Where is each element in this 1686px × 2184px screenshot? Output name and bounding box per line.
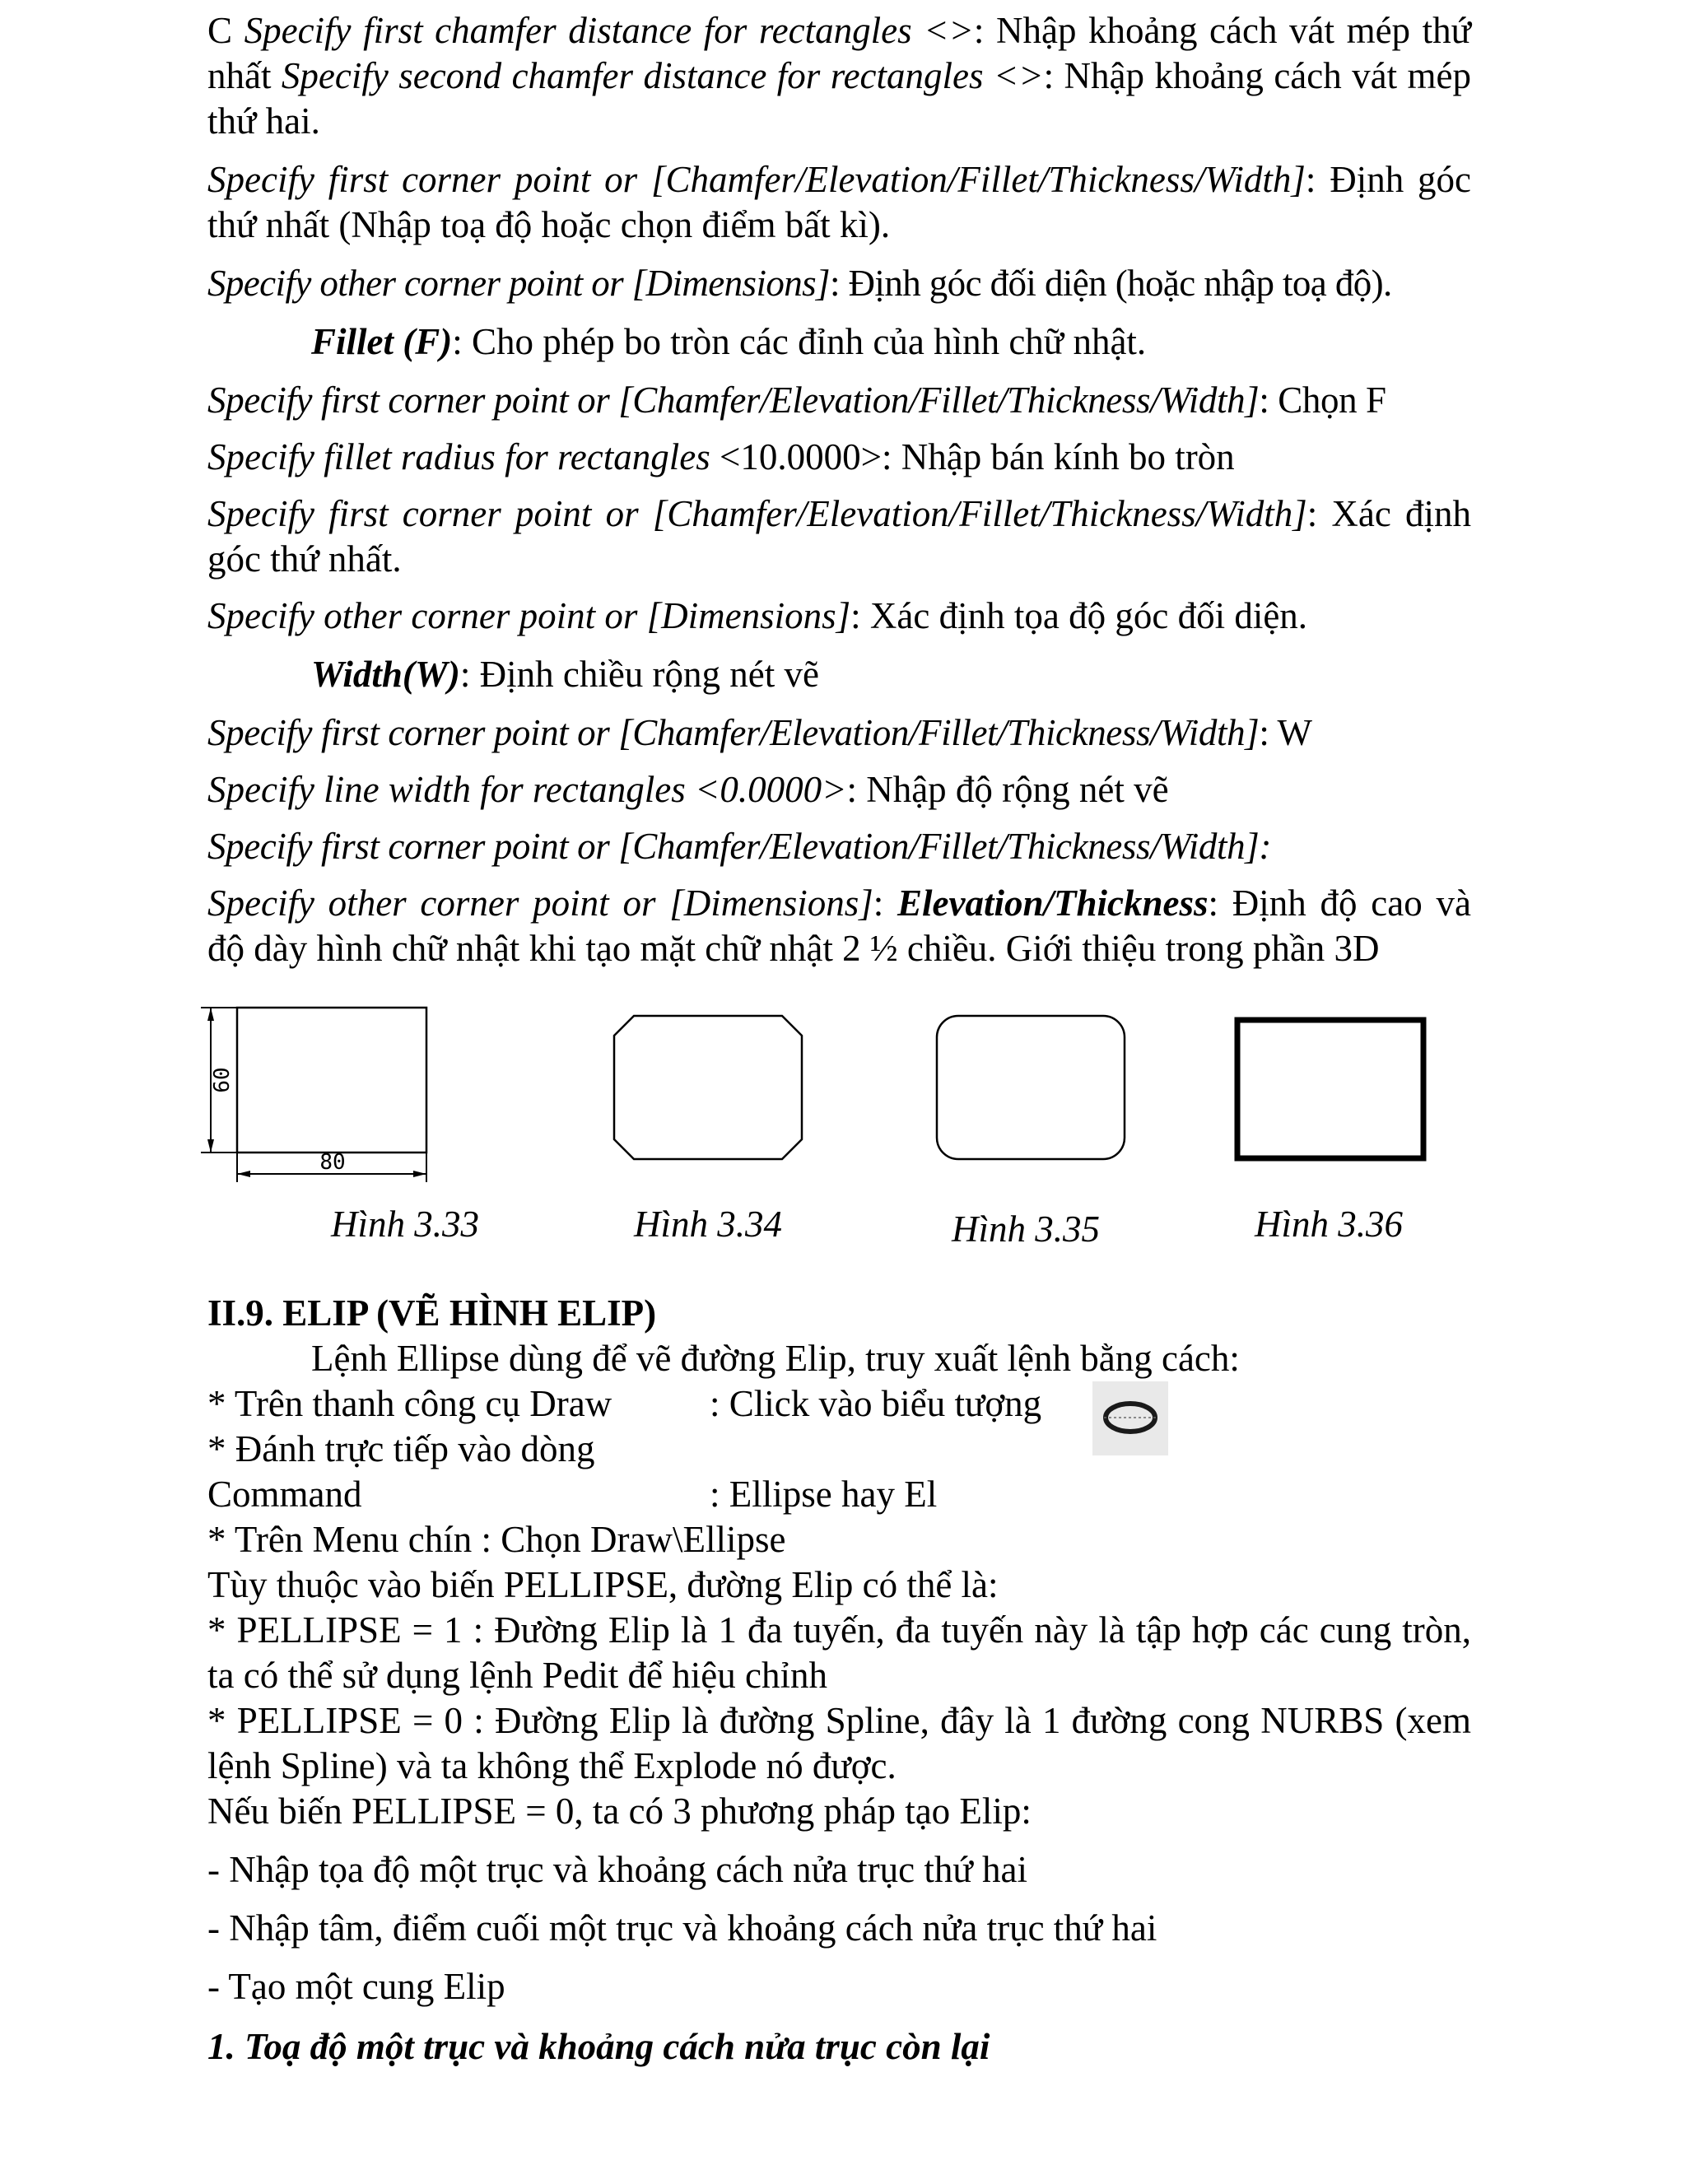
fillet-line-1-prompt: Specify first corner point or [Chamfer/Elevation/Fillet/Thickness/Width] (207, 380, 1260, 421)
width-line-3-prompt: Specify first corner point or [Chamfer/Elevation/Fillet/Thickness/Width]: (207, 826, 1271, 867)
fillet-line-2-text: <10.0000>: Nhập bán kính bo tròn (719, 436, 1235, 477)
access-command-text: : Ellipse hay El (710, 1474, 938, 1515)
chamfer-text-1: : Nhập khoảng cách vát mép thứ nhất (207, 10, 1472, 96)
width-line-1 (207, 710, 1471, 756)
width-line-4-text: : Định độ cao và độ dày hình chữ nhật khi tạo mặt chữ nhật 2 ½ chiều. Giới thiệu trong phần 3D (207, 882, 1471, 969)
fillet-line-3-text: : Xác định góc thứ nhất. (207, 493, 1472, 580)
fillet-label: Fillet (F) (311, 321, 453, 362)
page-content (207, 8, 1471, 2070)
ellipse-intro: Lệnh Ellipse dùng để vẽ đường Elip, truy xuất lệnh bằng cách: (311, 1338, 1240, 1379)
width-option (207, 652, 1471, 697)
figure-3-35 (934, 1014, 1131, 1162)
first-corner-text: : Định góc thứ nhất (Nhập toạ độ hoặc chọn điểm bất kì). (207, 159, 1471, 245)
fillet-line-2-prompt: Specify fillet radius for rectangles (207, 436, 720, 477)
caption-3-36: Hình 3.36 (1255, 1204, 1403, 1245)
access-toolbar (207, 1381, 1471, 1427)
caption-3-35: Hình 3.35 (952, 1208, 1100, 1250)
fillet-line-4 (207, 594, 1471, 639)
fillet-line-4-text: : Xác định tọa độ góc đối diện. (850, 595, 1308, 636)
pellipse-depends: Tùy thuộc vào biến PELLIPSE, đường Elip có thể là: (207, 1564, 999, 1605)
other-corner-text: : Định góc đối diện (hoặc nhập toạ độ). (829, 263, 1392, 304)
rectangle-figures (207, 999, 1471, 1271)
dimension-width-label: 80 (319, 1150, 346, 1175)
width-line-1-prompt: Specify first corner point or [Chamfer/Elevation/Fillet/Thickness/Width] (207, 712, 1260, 753)
access-toolbar-label: * Trên thanh công cụ Draw (207, 1383, 612, 1424)
method-3: - Tạo một cung Elip (207, 1966, 505, 2007)
pellipse-0: * PELLIPSE = 0 : Đường Elip là đường Spline, đây là 1 đường cong NURBS (xem lệnh Spline) và ta không thể Explode nó được. (207, 1700, 1471, 1786)
access-command-label: * Đánh trực tiếp vào dòng Command (207, 1428, 595, 1515)
figure-3-36 (1233, 1016, 1431, 1164)
subheading-axis-method (207, 2024, 1471, 2070)
width-line-4-colon: : (873, 882, 897, 924)
caption-3-33: Hình 3.33 (331, 1204, 479, 1245)
filleted-rectangle-drawing (934, 1014, 1131, 1162)
fillet-line-3 (207, 491, 1471, 582)
figure-3-33 (193, 999, 473, 1190)
chamfered-rectangle-drawing (611, 1014, 808, 1162)
dimensioned-rectangle-drawing (193, 999, 473, 1190)
width-line-4 (207, 881, 1471, 971)
chamfer-distance-paragraph (207, 8, 1471, 144)
first-corner-paragraph (207, 157, 1471, 248)
fillet-line-1-text: : Chọn F (1259, 380, 1386, 421)
fillet-line-1 (207, 378, 1471, 423)
subheading-axis-method-text: 1. Toạ độ một trục và khoảng cách nửa trục còn lại (207, 2026, 990, 2067)
method-1: - Nhập tọa độ một trục và khoảng cách nửa trục thứ hai (207, 1849, 1027, 1890)
dimension-height-label: 60 (210, 1067, 235, 1093)
width-line-2-text: : Nhập độ rộng nét vẽ (846, 769, 1169, 810)
method-2: - Nhập tâm, điểm cuối một trục và khoảng cách nửa trục thứ hai (207, 1907, 1157, 1949)
first-corner-prompt: Specify first corner point or [Chamfer/Elevation/Fillet/Thickness/Width] (207, 159, 1306, 200)
other-corner-paragraph (207, 261, 1471, 306)
chamfer-prompt-2: Specify second chamfer distance for rectangles <> (281, 55, 1044, 96)
figure-3-34 (611, 1014, 808, 1162)
caption-3-34: Hình 3.34 (634, 1204, 782, 1245)
fillet-line-2 (207, 435, 1471, 480)
access-command (207, 1427, 1471, 1517)
access-toolbar-text: : Click vào biểu tượng (710, 1383, 1042, 1424)
chamfer-text-2: : Nhập khoảng cách vát mép thứ hai. (207, 55, 1471, 142)
fillet-line-3-prompt: Specify first corner point or [Chamfer/Elevation/Fillet/Thickness/Width] (207, 493, 1307, 534)
width-line-2 (207, 767, 1471, 813)
methods-intro: Nếu biến PELLIPSE = 0, ta có 3 phương pháp tạo Elip: (207, 1791, 1032, 1832)
width-line-1-text: : W (1259, 712, 1312, 753)
access-methods (207, 1381, 1471, 1562)
elevation-thickness-label: Elevation/Thickness (897, 882, 1209, 924)
pellipse-1: * PELLIPSE = 1 : Đường Elip là 1 đa tuyến, đa tuyến này là tập hợp các cung tròn, ta có thể sử dụng lệnh Pedit để hiệu chỉnh (207, 1609, 1471, 1696)
width-label: Width(W) (311, 654, 460, 695)
chamfer-prompt-1: Specify first chamfer distance for rectangles <> (244, 10, 974, 51)
width-line-4-prompt: Specify other corner point or [Dimensions] (207, 882, 873, 924)
access-menu: * Trên Menu chín : Chọn Draw\Ellipse (207, 1519, 786, 1560)
other-corner-prompt: Specify other corner point or [Dimensions] (207, 263, 830, 304)
width-line-2-prompt: Specify line width for rectangles <0.0000> (207, 769, 847, 810)
fillet-option (207, 319, 1471, 365)
chamfer-prefix: C (207, 10, 245, 51)
width-text: : Định chiều rộng nét vẽ (459, 654, 819, 695)
fillet-text: : Cho phép bo tròn các đỉnh của hình chữ nhật. (452, 321, 1147, 362)
section-heading-ellipse: II.9. ELIP (VẼ HÌNH ELIP) (207, 1292, 657, 1334)
fillet-line-4-prompt: Specify other corner point or [Dimensions] (207, 595, 851, 636)
width-line-3 (207, 824, 1471, 869)
ellipse-icon (1092, 1381, 1168, 1455)
wide-line-rectangle-drawing (1233, 1016, 1431, 1164)
